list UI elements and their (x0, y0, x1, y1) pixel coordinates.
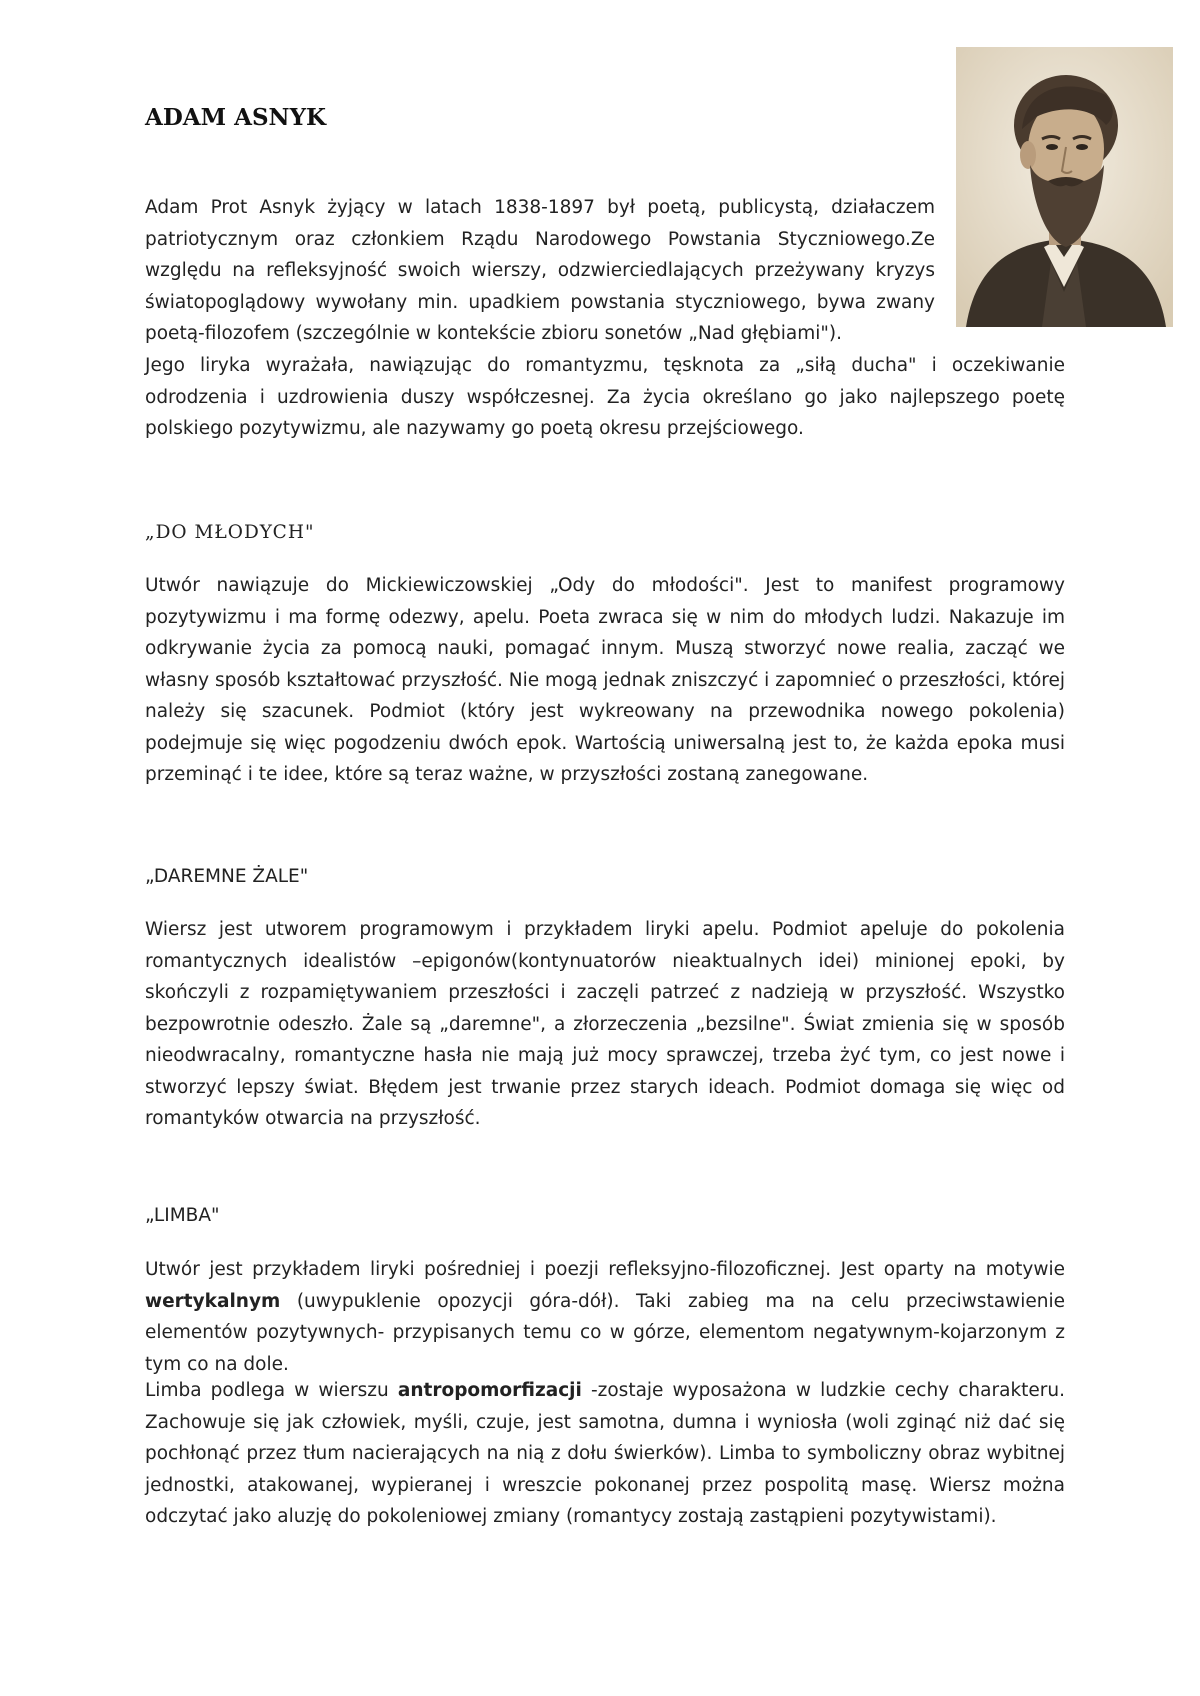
portrait-photo (956, 47, 1173, 327)
limba-p2-text-before: Limba podlega w wierszu (145, 1380, 398, 1401)
limba-p1-bold-term: wertykalnym (145, 1290, 281, 1312)
limba-p2-bold-term: antropomorfizacji (397, 1380, 582, 1401)
intro-paragraph-part1: Adam Prot Asnyk żyjący w latach 1838-1897 był poetą, publicystą, działaczem patriotycznym oraz członkiem Rządu Narodowego Powstania Styczniowego.Ze względu na refleksyjność swoich wierszy, odzwierciedlających przeżywany kryzys światopoglądowy wywołany min. upadkiem powstania styczniowego, bywa zwany poetą-filozofem (szczególnie w kontekście zbioru sonetów „Nad głębiami"). (145, 197, 935, 344)
section-paragraph-do-mlodych: Utwór nawiązuje do Mickiewiczowskiej „Ody do młodości". Jest to manifest programowy pozytywizmu i ma formę odezwy, apelu. Poeta zwraca się w nim do młodych ludzi. Nakazuje im odkrywanie życia za pomocą nauki, pomagać innym. Muszą stworzyć nowe realia, zacząć we własny sposób kształtować przyszłość. Nie mogą jednak zniszczyć i zapomnieć o przeszłości, której należy się szacunek. Podmiot (który jest wykreowany na przewodnika nowego pokolenia) podejmuje się więc pogodzeniu dwóch epok. Wartością uniwersalną jest to, że każda epoka musi przeminąć i te idee, które są teraz ważne, w przyszłości zostaną zanegowane. (145, 575, 1065, 785)
section-heading-limba: „LIMBA" (145, 1205, 220, 1226)
section-paragraph-limba-1 (145, 1254, 1065, 1380)
section-heading-daremne-zale: „DAREMNE ŻALE" (145, 866, 309, 887)
section-paragraph-daremne-zale: Wiersz jest utworem programowym i przykładem liryki apelu. Podmiot apeluje do pokolenia romantycznych idealistów –epigonów(kontynuatorów nieaktualnych idei) minionej epoki, by skończyli z rozpamiętywaniem przeszłości i zaczęli patrzeć z nadzieją w przyszłość. Wszystko bezpowrotnie odeszło. Żale są „daremne", a złorzeczenia „bezsilne". Świat zmienia się w sposób nieodwracalny, romantyczne hasła nie mają już mocy sprawczej, trzeba żyć tym, co jest nowe i stworzyć lepszy świat. Błędem jest trwanie przez starych ideach. Podmiot domaga się więc od romantyków otwarcia na przyszłość. (145, 919, 1065, 1129)
limba-p1-text-after: (uwypuklenie opozycji góra-dół). Taki zabieg ma na celu przeciwstawienie elementów pozytywnych- przypisanych temu co w górze, elementom negatywnym-kojarzonym z tym co na dole. (145, 1290, 1065, 1375)
section-heading-do-mlodych: „DO MŁODYCH" (145, 522, 315, 543)
portrait-image (956, 47, 1173, 327)
section-paragraph-limba-2 (145, 1375, 1065, 1533)
limba-p1-text-before: Utwór jest przykładem liryki pośredniej i poezji refleksyjno-filozoficznej. Jest oparty na motywie (145, 1259, 1065, 1280)
page-title: ADAM ASNYK (145, 104, 326, 131)
intro-paragraph-part2: Jego liryka wyrażała, nawiązując do romantyzmu, tęsknota za „siłą ducha" i oczekiwanie odrodzenia i uzdrowienia duszy współczesnej. Za życia określano go jako najlepszego poetę polskiego pozytywizmu, ale nazywamy go poetą okresu przejściowego. (145, 355, 1065, 439)
limba-p2-text-after: -zostaje wyposażona w ludzkie cechy charakteru. Zachowuje się jak człowiek, myśli, czuje, jest samotna, dumna i wyniosła (woli zginąć niż dać się pochłonąć przez tłum nacierających na nią z dołu świerków). Limba to symboliczny obraz wybitnej jednostki, atakowanej, wypieranej i wreszcie pokonanej przez pospolitą masę. Wiersz można odczytać jako aluzję do pokoleniowej zmiany (romantycy zostają zastąpieni pozytywistami). (145, 1380, 1065, 1527)
